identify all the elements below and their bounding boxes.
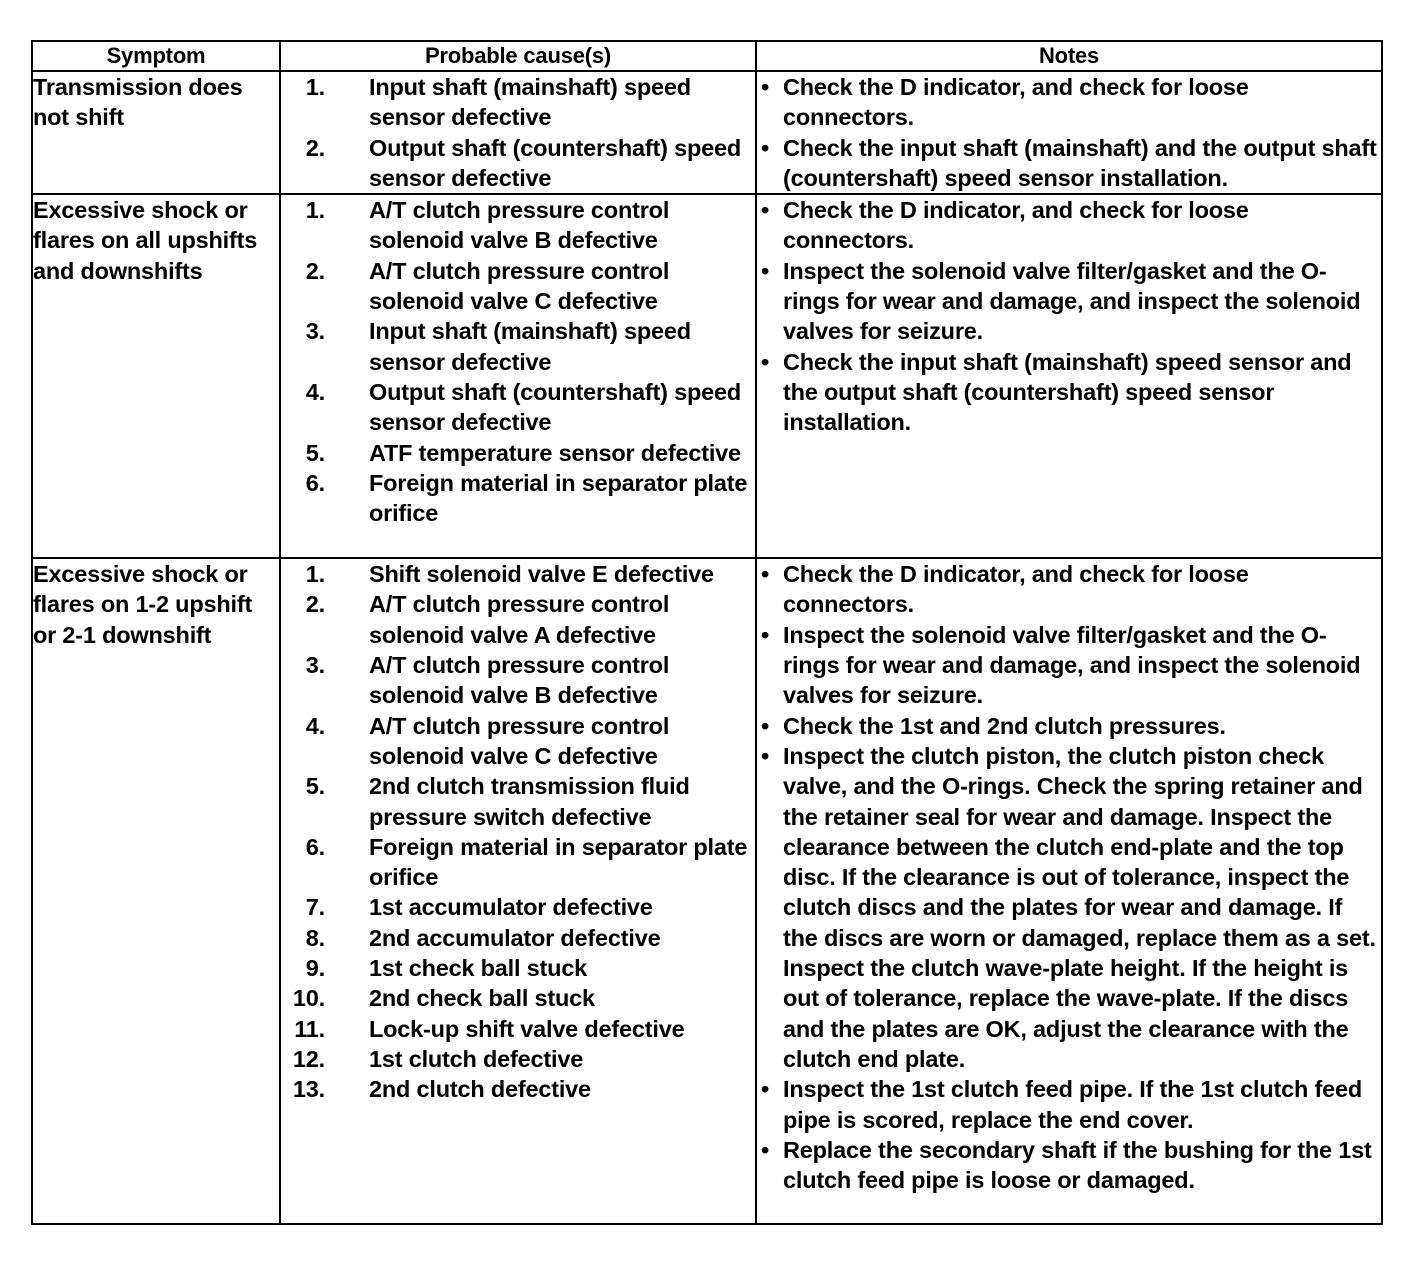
cause-number: 13. [292, 1076, 325, 1103]
note-item [757, 195, 1381, 256]
cause-item [281, 133, 755, 194]
causes-cell [280, 71, 756, 194]
note-item [757, 72, 1381, 133]
cause-item [281, 923, 755, 953]
bullet-icon: • [761, 561, 770, 588]
cause-number: 1. [305, 197, 325, 224]
notes-cell [756, 71, 1382, 194]
cause-text: Output shaft (countershaft) speed sensor defective [369, 378, 742, 436]
cause-text: 1st clutch defective [369, 1045, 584, 1072]
cause-item [281, 559, 755, 589]
cause-text: 2nd clutch transmission fluid pressure switch defective [369, 773, 690, 830]
cause-number: 7. [305, 894, 325, 921]
causes-cell [280, 194, 756, 558]
cause-text: 1st accumulator defective [369, 894, 653, 921]
cause-number: 3. [305, 652, 325, 679]
cause-item [281, 316, 755, 377]
cause-text: Foreign material in separator plate orifice [369, 469, 748, 527]
cause-item [281, 983, 755, 1013]
note-text: Inspect the clutch piston, the clutch piston check valve, and the O-rings. Check the spring retainer and the retainer seal for wear and damage. Inspect the clearance between the clutch end-plate and the top disc. If the clearance is out of tolerance, inspect the clutch discs and the plates for wear and damage. If the discs are worn or damaged, replace them as a set. Inspect the clutch wave-plate height. If the height is out of tolerance, replace the wave-plate. If the discs and the plates are OK, adjust the clearance with the clutch end plate. [783, 742, 1376, 1072]
note-text: Check the D indicator, and check for loose connectors. [783, 197, 1249, 254]
note-item [757, 133, 1381, 194]
cause-text: Output shaft (countershaft) speed sensor defective [369, 134, 742, 191]
note-item [757, 620, 1381, 711]
cause-item [281, 832, 755, 893]
cause-number: 12. [292, 1045, 325, 1072]
cause-text: Foreign material in separator plate orifice [369, 833, 748, 891]
cause-item [281, 468, 755, 529]
cause-item [281, 589, 755, 650]
symptom-cell: Transmission does not shift [32, 71, 280, 194]
note-item [757, 1135, 1381, 1196]
bullet-icon: • [761, 1076, 770, 1103]
table-row [32, 558, 1382, 1224]
cause-number: 9. [305, 955, 325, 982]
cause-number: 5. [305, 773, 325, 800]
cause-text: 2nd check ball stuck [369, 985, 595, 1012]
note-text: Check the D indicator, and check for loose connectors. [783, 561, 1249, 618]
header-row [32, 41, 1382, 71]
bullet-icon: • [761, 621, 770, 648]
cause-item [281, 892, 755, 922]
cause-text: A/T clutch pressure control solenoid valve C defective [369, 257, 670, 315]
note-item [757, 347, 1381, 438]
cause-number: 6. [305, 833, 325, 860]
table-row [32, 71, 1382, 194]
cause-item [281, 1074, 755, 1104]
cause-item [281, 256, 755, 317]
table-row [32, 194, 1382, 558]
cause-item [281, 650, 755, 711]
header-causes: Probable cause(s) [280, 41, 756, 71]
cause-number: 2. [305, 591, 325, 618]
cause-item [281, 438, 755, 468]
bullet-icon: • [761, 742, 770, 769]
note-text: Inspect the solenoid valve filter/gasket and the O-rings for wear and damage, and inspect the solenoid valves for seizure. [783, 621, 1361, 709]
note-text: Inspect the 1st clutch feed pipe. If the 1st clutch feed pipe is scored, replace the end cover. [783, 1076, 1363, 1133]
troubleshooting-table [31, 40, 1383, 1225]
cause-number: 2. [305, 134, 325, 161]
note-text: Check the input shaft (mainshaft) and the output shaft (countershaft) speed sensor installation. [783, 134, 1377, 191]
note-item [757, 256, 1381, 347]
note-item [757, 559, 1381, 620]
cause-text: A/T clutch pressure control solenoid valve C defective [369, 712, 670, 769]
cause-number: 2. [305, 257, 325, 284]
cause-text: Input shaft (mainshaft) speed sensor defective [369, 318, 691, 375]
cause-item [281, 771, 755, 832]
cause-number: 5. [305, 439, 325, 466]
cause-number: 10. [292, 985, 325, 1012]
note-item [757, 1074, 1381, 1135]
header-notes: Notes [756, 41, 1382, 71]
bullet-icon: • [761, 197, 770, 224]
symptom-cell: Excessive shock or flares on 1-2 upshift or 2-1 downshift [32, 558, 280, 1224]
cause-item [281, 1014, 755, 1044]
cause-number: 1. [305, 561, 325, 588]
notes-cell [756, 194, 1382, 558]
cause-text: 2nd accumulator defective [369, 924, 661, 951]
notes-cell [756, 558, 1382, 1224]
cause-text: 2nd clutch defective [369, 1076, 591, 1103]
bullet-icon: • [761, 257, 770, 284]
note-text: Inspect the solenoid valve filter/gasket and the O-rings for wear and damage, and inspect the solenoid valves for seizure. [783, 257, 1361, 345]
cause-item [281, 953, 755, 983]
cause-item [281, 195, 755, 256]
cause-item [281, 72, 755, 133]
cause-number: 4. [305, 378, 325, 405]
cause-number: 3. [305, 318, 325, 345]
bullet-icon: • [761, 1136, 770, 1163]
note-text: Check the D indicator, and check for loose connectors. [783, 74, 1249, 131]
cause-number: 8. [305, 924, 325, 951]
cause-number: 11. [294, 1015, 325, 1042]
bullet-icon: • [761, 134, 770, 161]
note-text: Check the input shaft (mainshaft) speed sensor and the output shaft (countershaft) speed sensor installation. [783, 348, 1352, 436]
header-symptom: Symptom [32, 41, 280, 71]
bullet-icon: • [761, 712, 770, 739]
cause-item [281, 1044, 755, 1074]
bullet-icon: • [761, 74, 770, 100]
cause-number: 4. [305, 712, 325, 739]
note-text: Replace the secondary shaft if the bushing for the 1st clutch feed pipe is loose or damaged. [783, 1136, 1372, 1194]
causes-cell [280, 558, 756, 1224]
cause-text: Shift solenoid valve E defective [369, 561, 714, 588]
cause-text: A/T clutch pressure control solenoid valve B defective [369, 652, 670, 709]
note-text: Check the 1st and 2nd clutch pressures. [783, 712, 1226, 739]
bullet-icon: • [761, 348, 770, 375]
cause-text: A/T clutch pressure control solenoid valve A defective [369, 591, 670, 648]
symptom-cell: Excessive shock or flares on all upshifts and downshifts [32, 194, 280, 558]
note-item [757, 741, 1381, 1074]
cause-text: ATF temperature sensor defective [369, 439, 741, 466]
cause-text: A/T clutch pressure control solenoid valve B defective [369, 197, 670, 254]
cause-item [281, 711, 755, 772]
cause-number: 1. [305, 74, 325, 100]
cause-number: 6. [305, 469, 325, 496]
cause-text: 1st check ball stuck [369, 955, 588, 982]
cause-text: Input shaft (mainshaft) speed sensor defective [369, 74, 691, 131]
cause-text: Lock-up shift valve defective [369, 1015, 685, 1042]
note-item [757, 711, 1381, 741]
cause-item [281, 377, 755, 438]
